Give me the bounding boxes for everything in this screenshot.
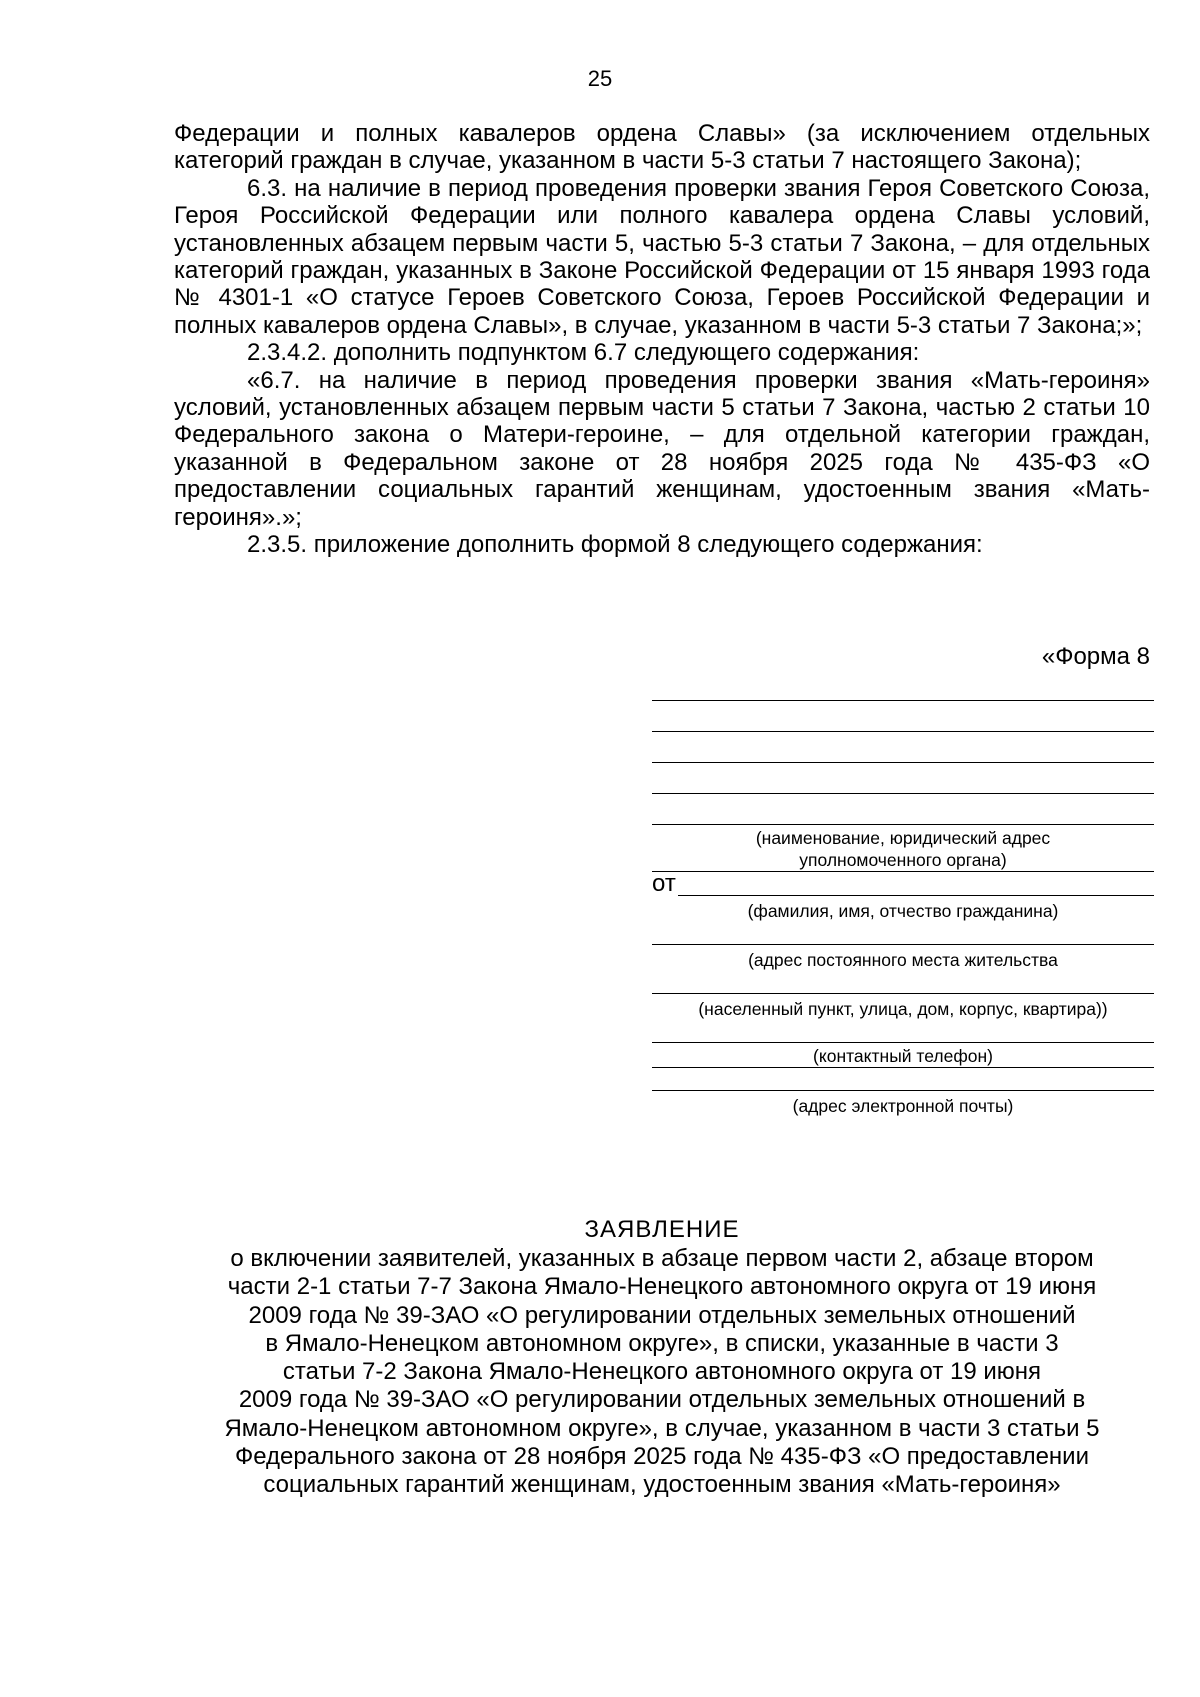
phone-line[interactable] bbox=[652, 1042, 1154, 1043]
page-number: 25 bbox=[587, 66, 613, 91]
statement-line: социальных гарантий женщинам, удостоенным звания «Мать-героиня» bbox=[263, 1471, 1061, 1499]
statement-line: Ямало-Ненецком автономном округе», в случае, указанном в части 3 статьи 5 bbox=[224, 1414, 1100, 1442]
statement bbox=[170, 1215, 1154, 1500]
statement-line: о включении заявителей, указанных в абзаце первом части 2, абзаце втором bbox=[230, 1245, 1094, 1272]
org-line-2[interactable] bbox=[652, 731, 1154, 732]
form-caption: «Форма 8 bbox=[1041, 643, 1150, 670]
paragraph-2-3-4-2: 2.3.4.2. дополнить подпунктом 6.7 следующего содержания: bbox=[247, 339, 920, 367]
applicant-header-form bbox=[652, 700, 1154, 1117]
statement-line: в Ямало-Ненецком автономном округе», в списки, указанные в части 3 bbox=[265, 1329, 1059, 1357]
statement-line: 2009 года № 39-ЗАО «О регулировании отдельных земельных отношений в bbox=[238, 1386, 1086, 1414]
from-label: от bbox=[652, 870, 676, 897]
org-line-1[interactable] bbox=[652, 700, 1154, 701]
org-line-5[interactable] bbox=[652, 824, 1154, 825]
org-caption-2: уполномоченного органа) bbox=[652, 849, 1154, 872]
paragraph-6-3: 6.3. на наличие в период проведения проверки звания Героя Советского Союза, Героя Российской Федерации или полного кавалера ордена Славы условий, установленных абзацем первым части 5, частью 5-3 статьи 7 Закона, – для отдельных категорий граждан, указанных в Законе Российской Федерации от 15 января 1993 года № 4301-1 «О статусе Героев Советского Союза, Героев Российской Федерации и полных кавалеров ордена Славы», в случае, указанном в части 5-3 статьи 7 Закона;»; bbox=[174, 174, 1150, 339]
statement-line: статьи 7-2 Закона Ямало-Ненецкого автономного округа от 19 июня bbox=[282, 1358, 1042, 1386]
locality-line[interactable] bbox=[652, 993, 1154, 994]
statement-line: части 2-1 статьи 7-7 Закона Ямало-Ненецкого автономного округа от 19 июня bbox=[227, 1273, 1097, 1301]
address-line[interactable] bbox=[652, 944, 1154, 945]
body-text bbox=[174, 120, 1150, 559]
org-line-3[interactable] bbox=[652, 762, 1154, 763]
statement-line: 2009 года № 39-ЗАО «О регулировании отдельных земельных отношений bbox=[248, 1301, 1076, 1329]
paragraph-continuation: Федерации и полных кавалеров ордена Славы» (за исключением отдельных категорий граждан в случае, указанном в части 5-3 статьи 7 настоящего Закона); bbox=[174, 120, 1150, 175]
statement-line: Федерального закона от 28 ноября 2025 года № 435-ФЗ «О предоставлении bbox=[234, 1443, 1089, 1471]
email-line[interactable] bbox=[652, 1090, 1154, 1091]
org-line-4[interactable] bbox=[652, 793, 1154, 794]
statement-title: ЗАЯВЛЕНИЕ bbox=[584, 1216, 740, 1243]
paragraph-2-3-5: 2.3.5. приложение дополнить формой 8 следующего содержания: bbox=[247, 531, 983, 559]
locality-caption: (населенный пункт, улица, дом, корпус, квартира)) bbox=[698, 999, 1108, 1019]
phone-caption: (контактный телефон) bbox=[652, 1045, 1154, 1068]
org-caption-1: (наименование, юридический адрес bbox=[755, 828, 1051, 848]
address-caption: (адрес постоянного места жительства bbox=[748, 950, 1058, 970]
from-line[interactable] bbox=[678, 895, 1154, 896]
paragraph-6-7: «6.7. на наличие в период проведения проверки звания «Мать-героиня» условий, установленных абзацем первым части 5 статьи 7 Закона, частью 2 статьи 10 Федерального закона о Матери-героине, – для отдельной категории граждан, указанной в Федеральном законе от 28 ноября 2025 года № 435-ФЗ «О предоставлении социальных гарантий женщинам, удостоенным звания «Мать-героиня».»; bbox=[174, 366, 1150, 531]
fio-caption: (фамилия, имя, отчество гражданина) bbox=[747, 901, 1059, 921]
from-row bbox=[652, 872, 1154, 896]
email-caption: (адрес электронной почты) bbox=[792, 1096, 1014, 1116]
